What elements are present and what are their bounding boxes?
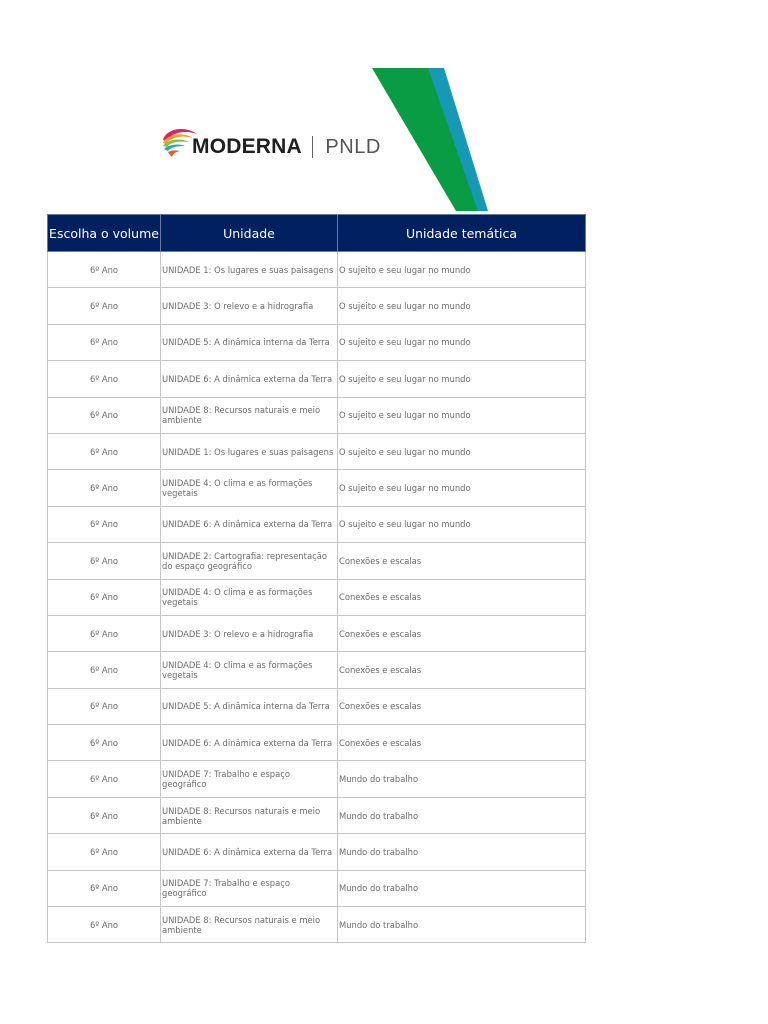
table-row — [48, 324, 586, 360]
table-row — [48, 252, 586, 288]
table-row — [48, 579, 586, 615]
tematica-cell[interactable]: O sujeito e seu lugar no mundo — [338, 361, 586, 397]
unidade-cell[interactable]: UNIDADE 5: A dinâmica interna da Terra — [161, 324, 338, 360]
header-unidade-tematica[interactable]: Unidade temática — [338, 215, 586, 252]
volume-cell[interactable]: 6º Ano — [48, 652, 161, 688]
volume-cell[interactable]: 6º Ano — [48, 506, 161, 542]
table-row — [48, 288, 586, 324]
volume-cell[interactable]: 6º Ano — [48, 361, 161, 397]
table-row — [48, 725, 586, 761]
moderna-pnld-logo — [160, 124, 381, 164]
table-row — [48, 361, 586, 397]
tematica-cell[interactable]: Conexões e escalas — [338, 725, 586, 761]
logo-brand-text: MODERNA — [192, 135, 302, 158]
tematica-cell[interactable]: Mundo do trabalho — [338, 870, 586, 906]
table-row — [48, 834, 586, 870]
table-row — [48, 797, 586, 833]
table-row — [48, 543, 586, 579]
tematica-cell[interactable]: Mundo do trabalho — [338, 797, 586, 833]
table-row — [48, 761, 586, 797]
table-row — [48, 470, 586, 506]
volume-cell[interactable]: 6º Ano — [48, 433, 161, 469]
unidade-cell[interactable]: UNIDADE 4: O clima e as formações vegetais — [161, 579, 338, 615]
volume-cell[interactable]: 6º Ano — [48, 543, 161, 579]
volume-cell[interactable]: 6º Ano — [48, 870, 161, 906]
volume-cell[interactable]: 6º Ano — [48, 834, 161, 870]
tematica-cell[interactable]: Conexões e escalas — [338, 543, 586, 579]
volume-cell[interactable]: 6º Ano — [48, 579, 161, 615]
unidade-cell[interactable]: UNIDADE 4: O clima e as formações vegetais — [161, 470, 338, 506]
table-row — [48, 688, 586, 724]
unidade-cell[interactable]: UNIDADE 6: A dinâmica externa da Terra — [161, 725, 338, 761]
tematica-cell[interactable]: Mundo do trabalho — [338, 907, 586, 943]
logo-program-text: PNLD — [325, 135, 381, 158]
table-header-row — [48, 215, 586, 252]
tematica-cell[interactable]: Conexões e escalas — [338, 579, 586, 615]
unidade-cell[interactable]: UNIDADE 7: Trabalho e espaço geográfico — [161, 870, 338, 906]
volume-cell[interactable]: 6º Ano — [48, 761, 161, 797]
unidade-cell[interactable]: UNIDADE 6: A dinâmica externa da Terra — [161, 834, 338, 870]
volume-cell[interactable]: 6º Ano — [48, 907, 161, 943]
volume-cell[interactable]: 6º Ano — [48, 397, 161, 433]
unidade-cell[interactable]: UNIDADE 3: O relevo e a hidrografia — [161, 288, 338, 324]
table-row — [48, 907, 586, 943]
unidade-cell[interactable]: UNIDADE 8: Recursos naturais e meio ambiente — [161, 907, 338, 943]
tematica-cell[interactable]: O sujeito e seu lugar no mundo — [338, 397, 586, 433]
table-row — [48, 397, 586, 433]
table-row — [48, 433, 586, 469]
tematica-cell[interactable]: O sujeito e seu lugar no mundo — [338, 324, 586, 360]
volume-cell[interactable]: 6º Ano — [48, 797, 161, 833]
tematica-cell[interactable]: O sujeito e seu lugar no mundo — [338, 433, 586, 469]
tematica-cell[interactable]: Mundo do trabalho — [338, 761, 586, 797]
tematica-cell[interactable]: Conexões e escalas — [338, 688, 586, 724]
unidade-cell[interactable]: UNIDADE 6: A dinâmica externa da Terra — [161, 361, 338, 397]
volume-cell[interactable]: 6º Ano — [48, 688, 161, 724]
tematica-cell[interactable]: O sujeito e seu lugar no mundo — [338, 470, 586, 506]
volume-cell[interactable]: 6º Ano — [48, 470, 161, 506]
tematica-cell[interactable]: O sujeito e seu lugar no mundo — [338, 288, 586, 324]
tematica-cell[interactable]: Mundo do trabalho — [338, 834, 586, 870]
header-unidade[interactable]: Unidade — [161, 215, 338, 252]
units-table — [47, 214, 586, 943]
table-row — [48, 870, 586, 906]
logo-divider — [312, 136, 314, 158]
unidade-cell[interactable]: UNIDADE 3: O relevo e a hidrografia — [161, 615, 338, 651]
tematica-cell[interactable]: O sujeito e seu lugar no mundo — [338, 506, 586, 542]
unidade-cell[interactable]: UNIDADE 7: Trabalho e espaço geográfico — [161, 761, 338, 797]
tematica-cell[interactable]: Conexões e escalas — [338, 615, 586, 651]
table-row — [48, 506, 586, 542]
unidade-cell[interactable]: UNIDADE 6: A dinâmica externa da Terra — [161, 506, 338, 542]
unidade-cell[interactable]: UNIDADE 8: Recursos naturais e meio ambiente — [161, 397, 338, 433]
volume-cell[interactable]: 6º Ano — [48, 324, 161, 360]
volume-cell[interactable]: 6º Ano — [48, 725, 161, 761]
tematica-cell[interactable]: Conexões e escalas — [338, 652, 586, 688]
table-row — [48, 652, 586, 688]
volume-cell[interactable]: 6º Ano — [48, 288, 161, 324]
header-volume[interactable]: Escolha o volume — [48, 215, 161, 252]
unidade-cell[interactable]: UNIDADE 5: A dinâmica interna da Terra — [161, 688, 338, 724]
unidade-cell[interactable]: UNIDADE 1: Os lugares e suas paisagens — [161, 433, 338, 469]
unidade-cell[interactable]: UNIDADE 2: Cartografia: representação do espaço geográfico — [161, 543, 338, 579]
unidade-cell[interactable]: UNIDADE 4: O clima e as formações vegetais — [161, 652, 338, 688]
volume-cell[interactable]: 6º Ano — [48, 252, 161, 288]
unidade-cell[interactable]: UNIDADE 1: Os lugares e suas paisagens — [161, 252, 338, 288]
volume-cell[interactable]: 6º Ano — [48, 615, 161, 651]
unidade-cell[interactable]: UNIDADE 8: Recursos naturais e meio ambiente — [161, 797, 338, 833]
tematica-cell[interactable]: O sujeito e seu lugar no mundo — [338, 252, 586, 288]
table-row — [48, 615, 586, 651]
header-stripes — [0, 0, 768, 215]
